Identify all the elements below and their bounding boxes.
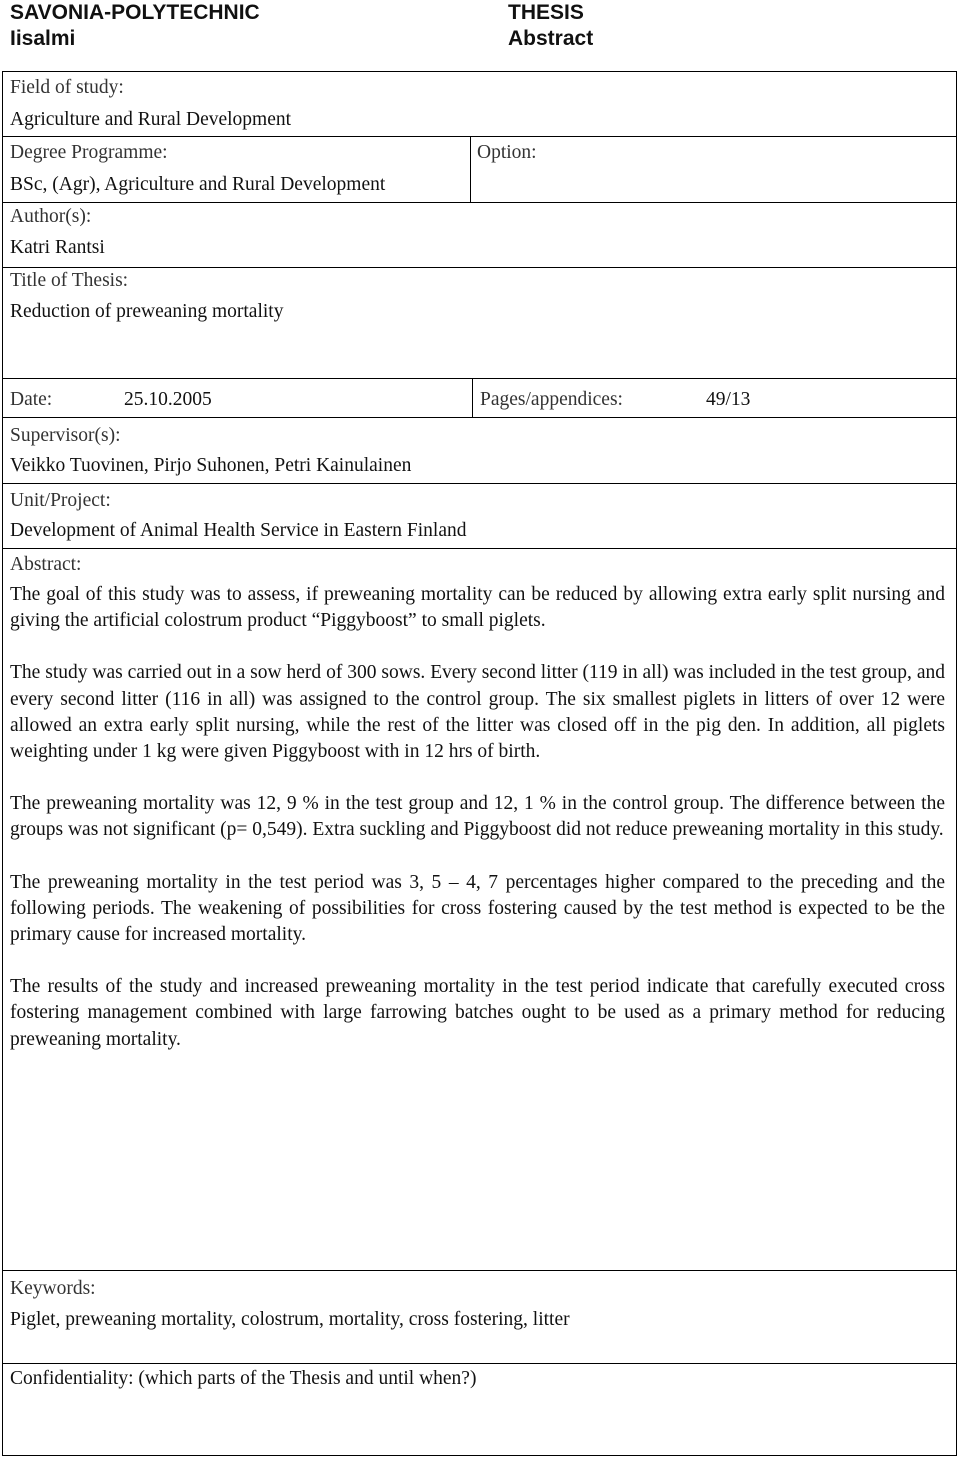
pages-label: Pages/appendices:	[480, 389, 623, 410]
divider	[470, 136, 471, 202]
divider	[3, 267, 956, 268]
abstract-body	[10, 582, 945, 1079]
abstract-paragraph: The preweaning mortality was 12, 9 % in the test group and 12, 1 % in the control group. The difference between the groups was not significant (p= 0,549). Extra suckling and Piggyboost did not reduce preweaning mortality in this study.	[10, 793, 945, 841]
date-value: 25.10.2005	[124, 389, 212, 410]
abstract-label: Abstract:	[10, 554, 82, 575]
authors-label: Author(s):	[10, 206, 92, 227]
campus-name: Iisalmi	[10, 27, 76, 50]
confidentiality-label: Confidentiality: (which parts of the Thesis and until when?)	[10, 1368, 477, 1389]
degree-programme-value: BSc, (Agr), Agriculture and Rural Development	[10, 174, 386, 195]
header-right	[508, 0, 593, 52]
supervisors-label: Supervisor(s):	[10, 425, 121, 446]
divider	[470, 202, 956, 203]
divider	[3, 1363, 956, 1364]
thesis-title-value: Reduction of preweaning mortality	[10, 301, 284, 322]
field-of-study-value: Agriculture and Rural Development	[10, 109, 292, 130]
divider	[3, 417, 956, 418]
date-label: Date:	[10, 389, 53, 410]
divider	[472, 378, 473, 417]
abstract-form	[2, 71, 957, 1456]
divider	[3, 136, 470, 137]
document-type: THESIS	[508, 1, 584, 24]
keywords-value: Piglet, preweaning mortality, colostrum, mortality, cross fostering, litter	[10, 1309, 570, 1330]
divider	[3, 378, 956, 379]
divider	[3, 548, 956, 549]
divider	[3, 1270, 956, 1271]
divider	[470, 136, 956, 137]
degree-programme-label: Degree Programme:	[10, 142, 168, 163]
thesis-title-label: Title of Thesis:	[10, 270, 129, 291]
abstract-paragraph: The goal of this study was to assess, if preweaning mortality can be reduced by allowing extra early split nursing and giving the artificial colostrum product “Piggyboost” to small piglets.	[10, 584, 945, 632]
authors-value: Katri Rantsi	[10, 237, 105, 258]
keywords-label: Keywords:	[10, 1278, 96, 1299]
field-of-study-label: Field of study:	[10, 77, 124, 98]
institution-name: SAVONIA-POLYTECHNIC	[10, 1, 260, 24]
divider	[3, 202, 470, 203]
option-label: Option:	[477, 142, 537, 163]
header-left	[10, 0, 260, 52]
pages-value: 49/13	[706, 389, 751, 410]
unit-project-label: Unit/Project:	[10, 490, 111, 511]
section-title: Abstract	[508, 27, 594, 50]
abstract-paragraph: The results of the study and increased preweaning mortality in the test period indicate that carefully executed cross fostering management combined with large farrowing batches ought to be used as a primary method for reducing preweaning mortality.	[10, 976, 945, 1050]
abstract-paragraph: The preweaning mortality in the test period was 3, 5 – 4, 7 percentages higher compared to the preceding and the following periods. The weakening of possibilities for cross fostering caused by the test method is expected to be the primary cause for increased mortality.	[10, 871, 945, 946]
unit-project-value: Development of Animal Health Service in Eastern Finland	[10, 520, 467, 541]
abstract-paragraph: The study was carried out in a sow herd of 300 sows. Every second litter (119 in all) was included in the test group, and every second litter (116 in all) was assigned to the control group. The six smallest piglets in litters of over 12 were allowed an extra early split nursing, while the rest of the litter was closed off in the pig den. In addition, all piglets weighting under 1 kg were given Piggyboost with in 12 hrs of birth.	[10, 662, 945, 763]
supervisors-value: Veikko Tuovinen, Pirjo Suhonen, Petri Kainulainen	[10, 455, 412, 476]
divider	[3, 483, 956, 484]
